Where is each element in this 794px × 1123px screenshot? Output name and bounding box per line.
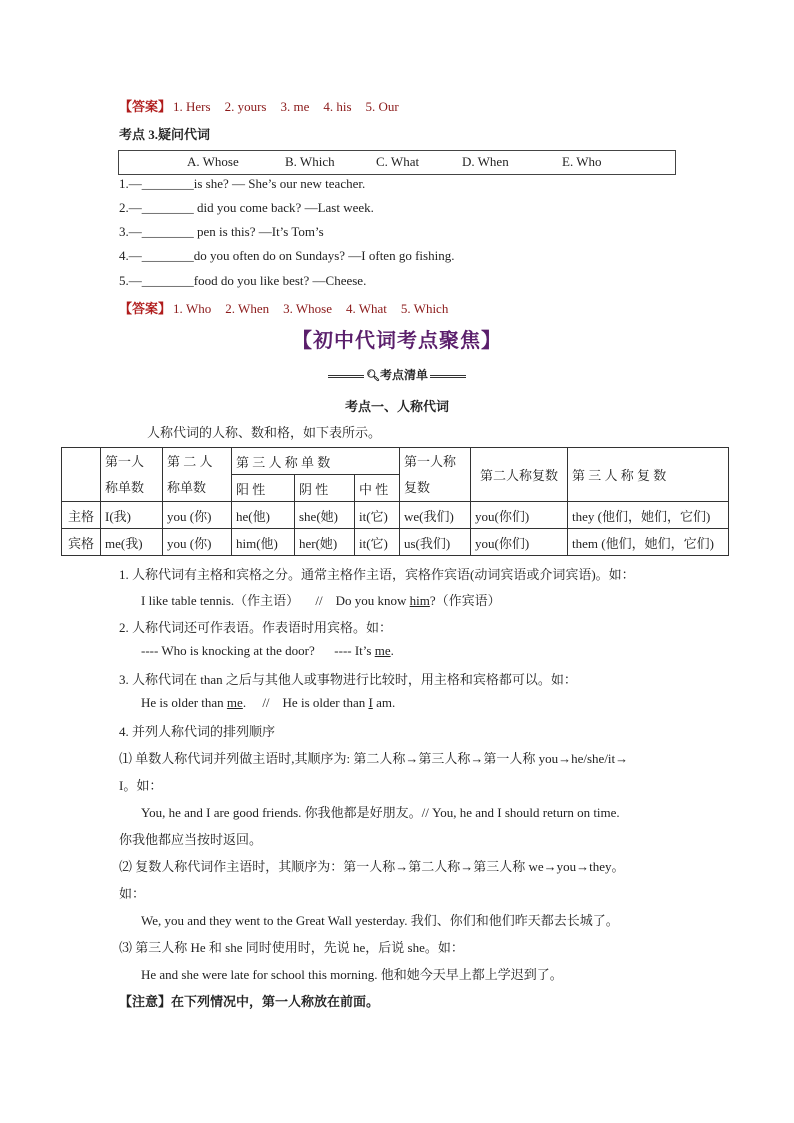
point-3-rule: ⑶ 第三人称 He 和 she 同时使用时，先说 he，后说 she。如： — [119, 940, 464, 955]
answer-tag: 【答案】 — [119, 99, 172, 114]
table-cell: me(我) — [101, 529, 163, 556]
point-1-example: You, he and I are good friends. 你我他都是好朋友。// You, he and I should return on time. — [141, 805, 620, 820]
answer-item: 3. Whose — [283, 301, 332, 316]
answer-item: 1. Who — [173, 301, 212, 316]
answer-item: 4. his — [323, 99, 352, 114]
answer-line-1 — [119, 96, 411, 115]
note-2-example: ---- Who is knocking at the door? ---- It’s me. — [141, 643, 394, 658]
corner-cell — [62, 448, 101, 502]
point-2-rule-cont: 如： — [119, 886, 146, 901]
table-cell: I(我) — [101, 502, 163, 529]
table-cell: you(你们) — [471, 502, 568, 529]
table-cell: her(她) — [295, 529, 355, 556]
answer-item: 2. yours — [224, 99, 267, 114]
question-1: 1.—________is she? — She’s our new teacher. — [119, 176, 366, 191]
table-cell: it(它) — [355, 502, 400, 529]
question-4: 4.—________do you often do on Sundays? —I often go fishing. — [119, 248, 455, 263]
answer-item: 4. What — [345, 301, 387, 316]
row-label: 主格 — [62, 502, 101, 529]
main-title: 【初中代词考点聚焦】 — [292, 330, 502, 352]
table-cell: she(她) — [295, 502, 355, 529]
answer-blank[interactable]: ________ — [141, 176, 194, 191]
note-1-example: I like table tennis.（作主语） // Do you know him?（作宾语） — [141, 593, 501, 608]
answer-item: 1. Hers — [173, 99, 211, 114]
note-3-example: He is older than me. // He is older than I am. — [141, 695, 396, 710]
question-2: 2.—________ did you come back? —Last week. — [119, 200, 374, 215]
choice-b: B. Which — [285, 154, 335, 169]
magnifier-icon: 🔍︎ — [366, 370, 380, 382]
header-cell: 第一人 称单数 — [101, 448, 163, 502]
choice-d: D. When — [462, 154, 509, 169]
point-3-example: He and she were late for school this morning. 他和她今天早上都上学迟到了。 — [141, 967, 563, 982]
answer-line-2 — [119, 298, 460, 317]
answer-blank[interactable]: ________ — [141, 224, 194, 239]
answer-tag: 【答案】 — [119, 301, 172, 316]
header-cell: 第 三 人 称 复 数 — [568, 448, 729, 502]
row-label: 宾格 — [62, 529, 101, 556]
choice-e: E. Who — [562, 154, 602, 169]
table-cell: he(他) — [232, 502, 295, 529]
table-cell: you (你) — [163, 502, 232, 529]
answer-item: 3. me — [280, 99, 310, 114]
answer-blank[interactable]: ________ — [141, 200, 194, 215]
table-cell: us(我们) — [400, 529, 471, 556]
table-cell: we(我们) — [400, 502, 471, 529]
question-5: 5.—________food do you like best? —Cheese. — [119, 273, 367, 288]
point-2-example: We, you and they went to the Great Wall yesterday. 我们、你们和他们昨天都去长城了。 — [141, 913, 619, 928]
point-title: 考点一、人称代词 — [344, 399, 449, 414]
point-1-example-cont: 你我他都应当按时返回。 — [119, 832, 263, 847]
answer-item: 2. When — [225, 301, 270, 316]
section-title: 考点 3.疑问代词 — [119, 127, 211, 142]
table-cell: it(它) — [355, 529, 400, 556]
answer-item: 5. Our — [365, 99, 399, 114]
question-3: 3.—________ pen is this? —It’s Tom’s — [119, 224, 324, 239]
header-cell: 第 三 人 称 单 数 — [232, 448, 400, 475]
header-cell: 阳 性 — [232, 475, 295, 502]
note-2: 2. 人称代词还可作表语。作表语时用宾格。如： — [119, 620, 393, 635]
answer-item: 5. Which — [400, 301, 449, 316]
double-rule — [328, 375, 364, 378]
header-cell: 阴 性 — [295, 475, 355, 502]
choice-a: A. Whose — [187, 154, 239, 169]
note-3: 3. 人称代词在 than 之后与其他人或事物进行比较时，用主格和宾格都可以。如： — [119, 672, 577, 687]
header-cell: 第 二 人 称单数 — [163, 448, 232, 502]
choice-c: C. What — [376, 154, 420, 169]
header-cell: 第二人称复数 — [471, 448, 568, 502]
point-1-rule: ⑴ 单数人称代词并列做主语时,其顺序为: 第二人称→第三人称→第一人称 you→he/she/it→ — [119, 751, 629, 766]
table-cell: them (他们，她们，它们) — [568, 529, 729, 556]
note-4: 4. 并列人称代词的排列顺序 — [119, 724, 276, 739]
attention-note: 【注意】在下列情况中，第一人称放在前面。 — [119, 994, 380, 1009]
double-rule — [430, 375, 466, 378]
header-cell: 第一人称 复数 — [400, 448, 471, 502]
point-2-rule: ⑵ 复数人称代词作主语时，其顺序为：第一人称→第二人称→第三人称 we→you→they。 — [119, 859, 625, 874]
answer-blank[interactable]: ________ — [141, 248, 194, 263]
table-cell: they (他们，她们，它们) — [568, 502, 729, 529]
header-cell: 中 性 — [355, 475, 400, 502]
table-cell: you (你) — [163, 529, 232, 556]
pronoun-table — [61, 447, 729, 556]
sub-title: 🔍︎考点清单 — [0, 366, 794, 383]
table-cell: him(他) — [232, 529, 295, 556]
choices-box — [118, 150, 676, 175]
answer-blank[interactable]: ________ — [141, 273, 194, 288]
intro-text: 人称代词的人称、数和格，如下表所示。 — [147, 425, 382, 440]
point-1-rule-cont: I。如： — [119, 778, 163, 793]
note-1: 1. 人称代词有主格和宾格之分。通常主格作主语，宾格作宾语(动词宾语或介词宾语)。如： — [119, 567, 635, 582]
table-cell: you(你们) — [471, 529, 568, 556]
